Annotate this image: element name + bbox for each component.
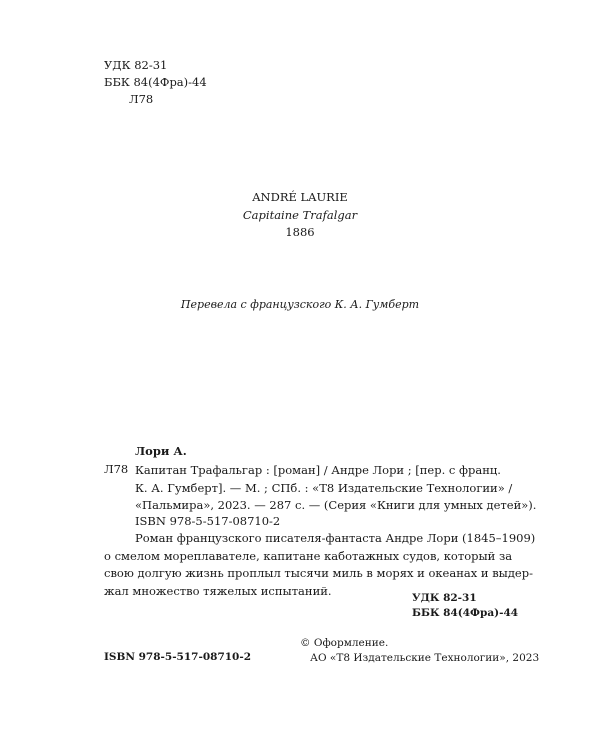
annotation-line: о смелом мореплавателе, капитане каботажных судов, который за	[104, 548, 513, 563]
catalog-description	[135, 462, 537, 515]
copyright-block	[300, 636, 539, 666]
annotation-line: жал множество тяжелых испытаний.	[104, 583, 332, 598]
annotation-line: свою долгую жизнь проплыл тысячи миль в морях и океанах и выдер-	[104, 566, 533, 580]
original-title-block	[0, 189, 600, 242]
catalog-annotation	[104, 530, 536, 600]
catalog-author-code: Л78	[104, 462, 129, 476]
catalog-classification	[412, 591, 518, 621]
classification-block	[104, 57, 207, 108]
copyright-publisher: АО «Т8 Издательские Технологии», 2023	[310, 652, 540, 664]
description-line: Капитан Трафальгар : [роман] / Андре Лори ; [пер. с франц.	[135, 463, 501, 477]
annotation-line: Роман французского писателя-фантаста Андре Лори (1845–1909)	[135, 531, 536, 545]
original-author: ANDRÉ LAURIE	[252, 190, 348, 204]
description-line: К. А. Гумберт]. — М. ; СПб. : «Т8 Издательские Технологии» /	[135, 480, 513, 495]
footer-isbn: ISBN 978-5-517-08710-2	[104, 651, 252, 663]
copyright-design: © Оформление.	[300, 637, 389, 649]
description-line: «Пальмира», 2023. — 287 с. — (Серия «Книги для умных детей»).	[135, 498, 537, 512]
author-code: Л78	[129, 92, 154, 106]
original-year: 1886	[285, 225, 315, 239]
translator-note: Перевела с французского К. А. Гумберт	[180, 298, 420, 311]
catalog-udk: УДК 82-31	[412, 592, 477, 604]
catalog-author-heading: Лори А.	[135, 444, 187, 458]
original-title: Capitaine Trafalgar	[242, 207, 358, 222]
catalog-isbn: ISBN 978-5-517-08710-2	[135, 514, 281, 528]
udk-code: УДК 82-31	[104, 58, 168, 72]
catalog-bbk: ББК 84(4Фра)-44	[412, 607, 519, 619]
bbk-code: ББК 84(4Фра)-44	[104, 75, 207, 89]
